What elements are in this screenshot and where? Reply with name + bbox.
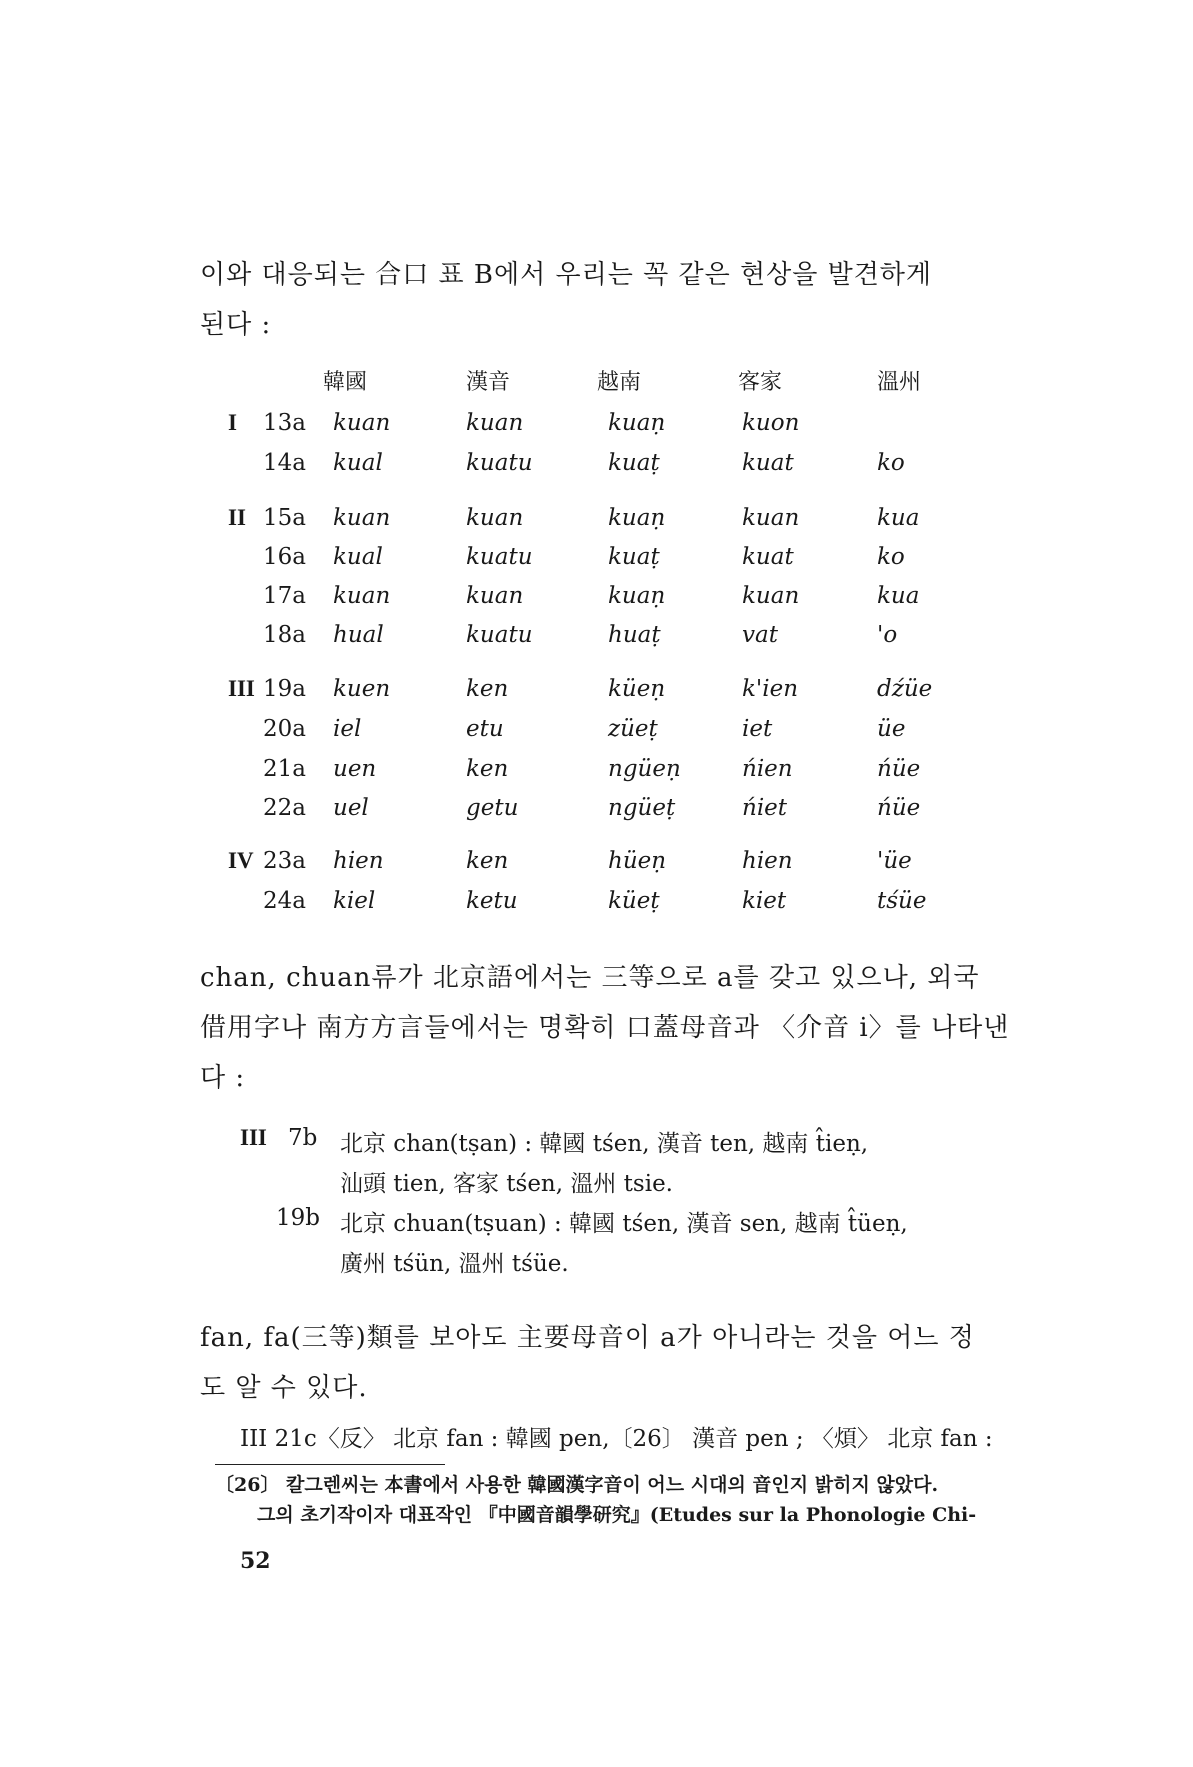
table-row xyxy=(0,450,1193,486)
cell-wenzhou: üe xyxy=(877,716,906,742)
footnote-line-2: 그의 초기작이자 대표작인 『中國音韻學研究』(Etudes sur la Phonologie Chi- xyxy=(257,1504,977,1526)
example-7b-line-2: 汕頭 tien, 客家 tśen, 溫州 tsie. xyxy=(340,1171,673,1197)
footnote-26 xyxy=(215,1470,1045,1530)
paragraph-fan-line-2: 도 알 수 있다. xyxy=(200,1373,368,1403)
cell-vietnamese: ngüeṭ xyxy=(608,795,676,821)
cell-wenzhou: ko xyxy=(877,450,905,476)
row-number: 20a xyxy=(263,716,306,742)
group-label: IV xyxy=(228,848,254,873)
page-number: 52 xyxy=(240,1548,271,1574)
header-vietnamese: 越南 xyxy=(597,370,642,395)
example-19b-number: 19b xyxy=(276,1205,320,1231)
row-number: 23a xyxy=(263,848,306,874)
table-row xyxy=(0,795,1193,831)
cell-wenzhou: 'üe xyxy=(877,848,912,874)
intro-line-1: 이와 대응되는 合口 표 B에서 우리는 꼭 같은 현상을 발견하게 xyxy=(200,260,933,290)
cell-vietnamese: kuaṇ xyxy=(608,583,666,609)
cell-hakka: ńien xyxy=(742,756,793,782)
cell-korean: hien xyxy=(333,848,384,874)
paragraph-fan-line-1: fan, fa(三等)類를 보아도 主要母音이 a가 아니라는 것을 어느 정 xyxy=(200,1323,975,1353)
cell-korean: kual xyxy=(333,450,383,476)
cell-vietnamese: küeṇ xyxy=(608,676,666,702)
header-kanon: 漢音 xyxy=(466,370,511,395)
group-label: I xyxy=(228,410,237,435)
example-21c-line: III 21c〈反〉 北京 fan : 韓國 pen,〔26〕 漢音 pen ; 〈煩〉 北京 fan : xyxy=(240,1426,993,1452)
cell-hakka: k'ien xyxy=(742,676,799,702)
cell-vietnamese: hüeṇ xyxy=(608,848,667,874)
paragraph-chan-line-3: 다 : xyxy=(200,1063,246,1093)
example-19b-line-1: 北京 chuan(tṣuan) : 韓國 tśen, 漢音 sen, 越南 t̂üeṇ, xyxy=(340,1211,908,1237)
cell-wenzhou: ńüe xyxy=(877,756,921,782)
group-label: III xyxy=(228,676,255,701)
cell-hakka: ńiet xyxy=(742,795,788,821)
cell-wenzhou: kua xyxy=(877,505,920,531)
cell-hakka: iet xyxy=(742,716,773,742)
example-7b-line-1: 北京 chan(tṣan) : 韓國 tśen, 漢音 ten, 越南 t̂ieṇ, xyxy=(340,1131,869,1157)
cell-hakka: kiet xyxy=(742,888,787,914)
group-label: II xyxy=(228,505,246,530)
cell-vietnamese: ngüeṇ xyxy=(608,756,681,782)
cell-hakka: vat xyxy=(742,622,778,648)
row-number: 17a xyxy=(263,583,306,609)
row-number: 14a xyxy=(263,450,306,476)
table-row xyxy=(0,583,1193,619)
cell-korean: kual xyxy=(333,544,383,570)
cell-kanon: ken xyxy=(466,676,509,702)
cell-wenzhou: 'o xyxy=(877,622,898,648)
example-7b-number: 7b xyxy=(288,1125,318,1151)
cell-korean: kuen xyxy=(333,676,391,702)
row-number: 16a xyxy=(263,544,306,570)
table-row xyxy=(0,716,1193,752)
table-row xyxy=(0,676,1193,712)
row-number: 18a xyxy=(263,622,306,648)
cell-vietnamese: kuaṭ xyxy=(608,544,660,570)
table-row xyxy=(0,888,1193,924)
cell-korean: kuan xyxy=(333,410,391,436)
cell-hakka: kuan xyxy=(742,505,800,531)
cell-wenzhou: ko xyxy=(877,544,905,570)
table-row xyxy=(0,410,1193,446)
cell-wenzhou: dźüe xyxy=(877,676,933,702)
table-row xyxy=(0,544,1193,580)
cell-hakka: kuon xyxy=(742,410,800,436)
intro-line-2: 된다 : xyxy=(200,310,272,340)
cell-vietnamese: züeṭ xyxy=(608,716,658,742)
header-wenzhou: 溫州 xyxy=(877,370,922,395)
header-hakka: 客家 xyxy=(738,370,783,395)
paragraph-chan-line-1: chan, chuan류가 北京語에서는 三等으로 a를 갖고 있으나, 외국 xyxy=(200,963,980,993)
paragraph-fan xyxy=(200,1313,1030,1413)
cell-vietnamese: kuaṭ xyxy=(608,450,660,476)
paragraph-chan xyxy=(200,953,1030,1103)
footnote-line-1: 〔26〕 칼그렌씨는 本書에서 사용한 韓國漢字音이 어느 시대의 音인지 밝히지 않았다. xyxy=(215,1474,939,1496)
cell-korean: uel xyxy=(333,795,369,821)
cell-hakka: hien xyxy=(742,848,793,874)
cell-vietnamese: kuaṇ xyxy=(608,410,666,436)
cell-kanon: kuan xyxy=(466,583,524,609)
row-number: 13a xyxy=(263,410,306,436)
cell-kanon: ketu xyxy=(466,888,518,914)
header-korean: 韓國 xyxy=(323,370,368,395)
cell-wenzhou: tśüe xyxy=(877,888,927,914)
table-row xyxy=(0,848,1193,884)
cell-vietnamese: huaṭ xyxy=(608,622,661,648)
cell-wenzhou: ńüe xyxy=(877,795,921,821)
cell-kanon: kuan xyxy=(466,410,524,436)
footnote-divider xyxy=(215,1464,445,1465)
row-number: 21a xyxy=(263,756,306,782)
cell-korean: iel xyxy=(333,716,362,742)
cell-korean: kuan xyxy=(333,505,391,531)
paragraph-chan-line-2: 借用字나 南方方言들에서는 명확히 口蓋母音과 〈介音 i〉를 나타낸 xyxy=(200,1013,1010,1043)
cell-korean: uen xyxy=(333,756,377,782)
cell-hakka: kuat xyxy=(742,450,794,476)
cell-hakka: kuat xyxy=(742,544,794,570)
cell-hakka: kuan xyxy=(742,583,800,609)
cell-kanon: getu xyxy=(466,795,519,821)
cell-kanon: ken xyxy=(466,848,509,874)
example-19b-line-2: 廣州 tśün, 溫州 tśüe. xyxy=(340,1251,569,1277)
cell-kanon: etu xyxy=(466,716,504,742)
row-number: 19a xyxy=(263,676,306,702)
cell-kanon: ken xyxy=(466,756,509,782)
cell-kanon: kuatu xyxy=(466,544,533,570)
row-number: 24a xyxy=(263,888,306,914)
table-row xyxy=(0,505,1193,541)
cell-vietnamese: küeṭ xyxy=(608,888,660,914)
intro-paragraph xyxy=(200,250,1030,350)
example-group-label: III xyxy=(240,1125,267,1150)
row-number: 15a xyxy=(263,505,306,531)
cell-korean: hual xyxy=(333,622,384,648)
cell-kanon: kuatu xyxy=(466,622,533,648)
cell-wenzhou: kua xyxy=(877,583,920,609)
table-row xyxy=(0,756,1193,792)
cell-vietnamese: kuaṇ xyxy=(608,505,666,531)
cell-korean: kiel xyxy=(333,888,376,914)
table-row xyxy=(0,622,1193,658)
cell-kanon: kuatu xyxy=(466,450,533,476)
cell-korean: kuan xyxy=(333,583,391,609)
row-number: 22a xyxy=(263,795,306,821)
cell-kanon: kuan xyxy=(466,505,524,531)
